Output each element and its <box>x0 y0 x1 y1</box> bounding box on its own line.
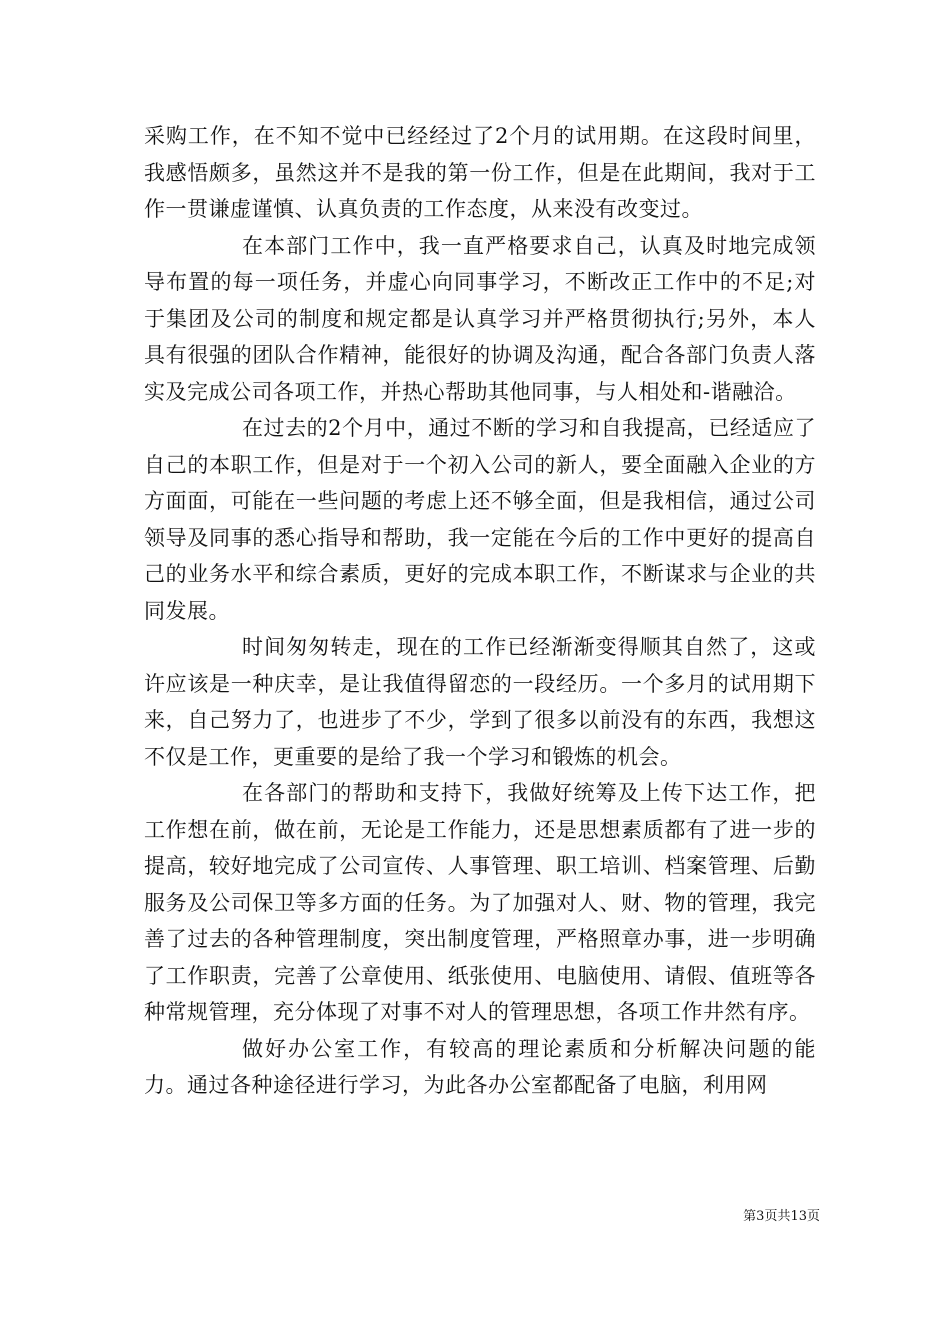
paragraph-4: 时间匆匆转走，现在的工作已经渐渐变得顺其自然了，这或许应该是一种庆幸，是让我值得留恋的一段经历。一个多月的试用期下来，自己努力了，也进步了不少，学到了很多以前没有的东西，我想这不仅是工作，更重要的是给了我一个学习和锻炼的机会。 <box>144 635 816 769</box>
paragraph-1: 采购工作，在不知不觉中已经经过了2个月的试用期。在这段时间里，我感悟颇多，虽然这并不是我的第一份工作，但是在此期间，我对于工作一贯谦虚谨慎、认真负责的工作态度，从来没有改变过。 <box>144 124 816 221</box>
paragraph-3: 在过去的2个月中，通过不断的学习和自我提高，已经适应了自己的本职工作，但是对于一个初入公司的新人，要全面融入企业的方方面面，可能在一些问题的考虑上还不够全面，但是我相信，通过公司领导及同事的悉心指导和帮助，我一定能在今后的工作中更好的提高自己的业务水平和综合素质，更好的完成本职工作，不断谋求与企业的共同发展。 <box>144 416 816 623</box>
page-number-footer: 第3页共13页 <box>743 1209 820 1224</box>
body-text <box>144 118 816 1104</box>
paragraph-2: 在本部门工作中，我一直严格要求自己，认真及时地完成领导布置的每一项任务，并虚心向同事学习，不断改正工作中的不足;对于集团及公司的制度和规定都是认真学习并严格贯彻执行;另外，本人具有很强的团队合作精神，能很好的协调及沟通，配合各部门负责人落实及完成公司各项工作，并热心帮助其他同事，与人相处和-谐融洽。 <box>144 233 816 404</box>
paragraph-5: 在各部门的帮助和支持下，我做好统筹及上传下达工作，把工作想在前，做在前，无论是工作能力，还是思想素质都有了进一步的提高，较好地完成了公司宣传、人事管理、职工培训、档案管理、后勤服务及公司保卫等多方面的任务。为了加强对人、财、物的管理，我完善了过去的各种管理制度，突出制度管理，严格照章办事，进一步明确了工作职责，完善了公章使用、纸张使用、电脑使用、请假、值班等各种常规管理，充分体现了对事不对人的管理思想，各项工作井然有序。 <box>144 781 816 1024</box>
paragraph-6: 做好办公室工作，有较高的理论素质和分析解决问题的能力。通过各种途径进行学习，为此各办公室都配备了电脑，利用网 <box>144 1036 816 1097</box>
